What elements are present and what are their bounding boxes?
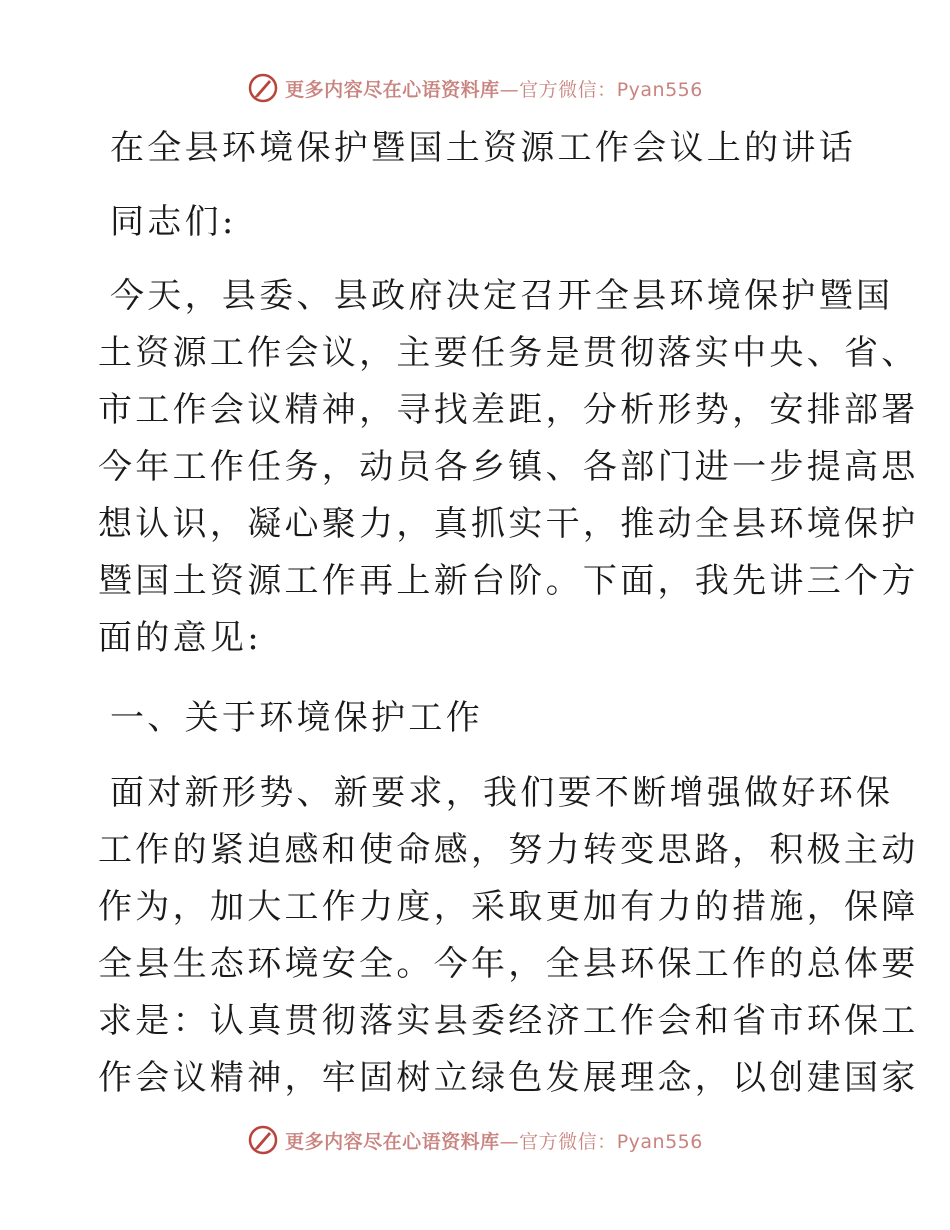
watermark-brand: 更多内容尽在心语资料库: [285, 78, 500, 101]
watermark-wechat-id: Pyan556: [616, 1130, 703, 1153]
paragraph-line: 今天，县委、县政府决定召开全县环境保护暨国: [110, 276, 894, 316]
watermark-wechat-id: Pyan556: [616, 78, 703, 101]
quill-in-circle-icon: [247, 72, 279, 104]
footer-watermark: [0, 1124, 950, 1156]
paragraph-line: 面的意见:: [98, 618, 262, 658]
paragraph-line: 作为，加大工作力度，采取更加有力的措施，保障: [98, 887, 919, 927]
paragraph-line: 今年工作任务，动员各乡镇、各部门进一步提高思: [98, 447, 919, 487]
watermark-brand: 更多内容尽在心语资料库: [285, 1130, 500, 1153]
watermark-text: [285, 75, 703, 102]
watermark-dash: —: [499, 1130, 520, 1153]
paragraph-line: 市工作会议精神，寻找差距，分析形势，安排部署: [98, 390, 919, 430]
paragraph-line: 全县生态环境安全。今年，全县环保工作的总体要: [98, 944, 919, 984]
salutation: 同志们:: [110, 202, 237, 242]
watermark-dash: —: [499, 78, 520, 101]
paragraph-line: 求是：认真贯彻落实县委经济工作会和省市环保工: [98, 1001, 919, 1041]
quill-in-circle-icon: [247, 1124, 279, 1156]
watermark-wechat-label: 官方微信：: [519, 78, 617, 101]
paragraph-line: 工作的紧迫感和使命感，努力转变思路，积极主动: [98, 830, 919, 870]
watermark-wechat-label: 官方微信：: [519, 1130, 617, 1153]
paragraph-line: 暨国土资源工作再上新台阶。下面，我先讲三个方: [98, 561, 919, 601]
paragraph-line: 作会议精神，牢固树立绿色发展理念，以创建国家: [98, 1058, 919, 1098]
section-heading: 一、关于环境保护工作: [110, 698, 483, 738]
header-watermark: [0, 72, 950, 104]
paragraph-line: 面对新形势、新要求，我们要不断增强做好环保: [110, 773, 894, 813]
document-title: 在全县环境保护暨国土资源工作会议上的讲话: [110, 128, 856, 168]
paragraph-line: 土资源工作会议，主要任务是贯彻落实中央、省、: [98, 333, 919, 373]
watermark-text: [285, 1127, 703, 1154]
paragraph-line: 想认识，凝心聚力，真抓实干，推动全县环境保护: [98, 504, 919, 544]
